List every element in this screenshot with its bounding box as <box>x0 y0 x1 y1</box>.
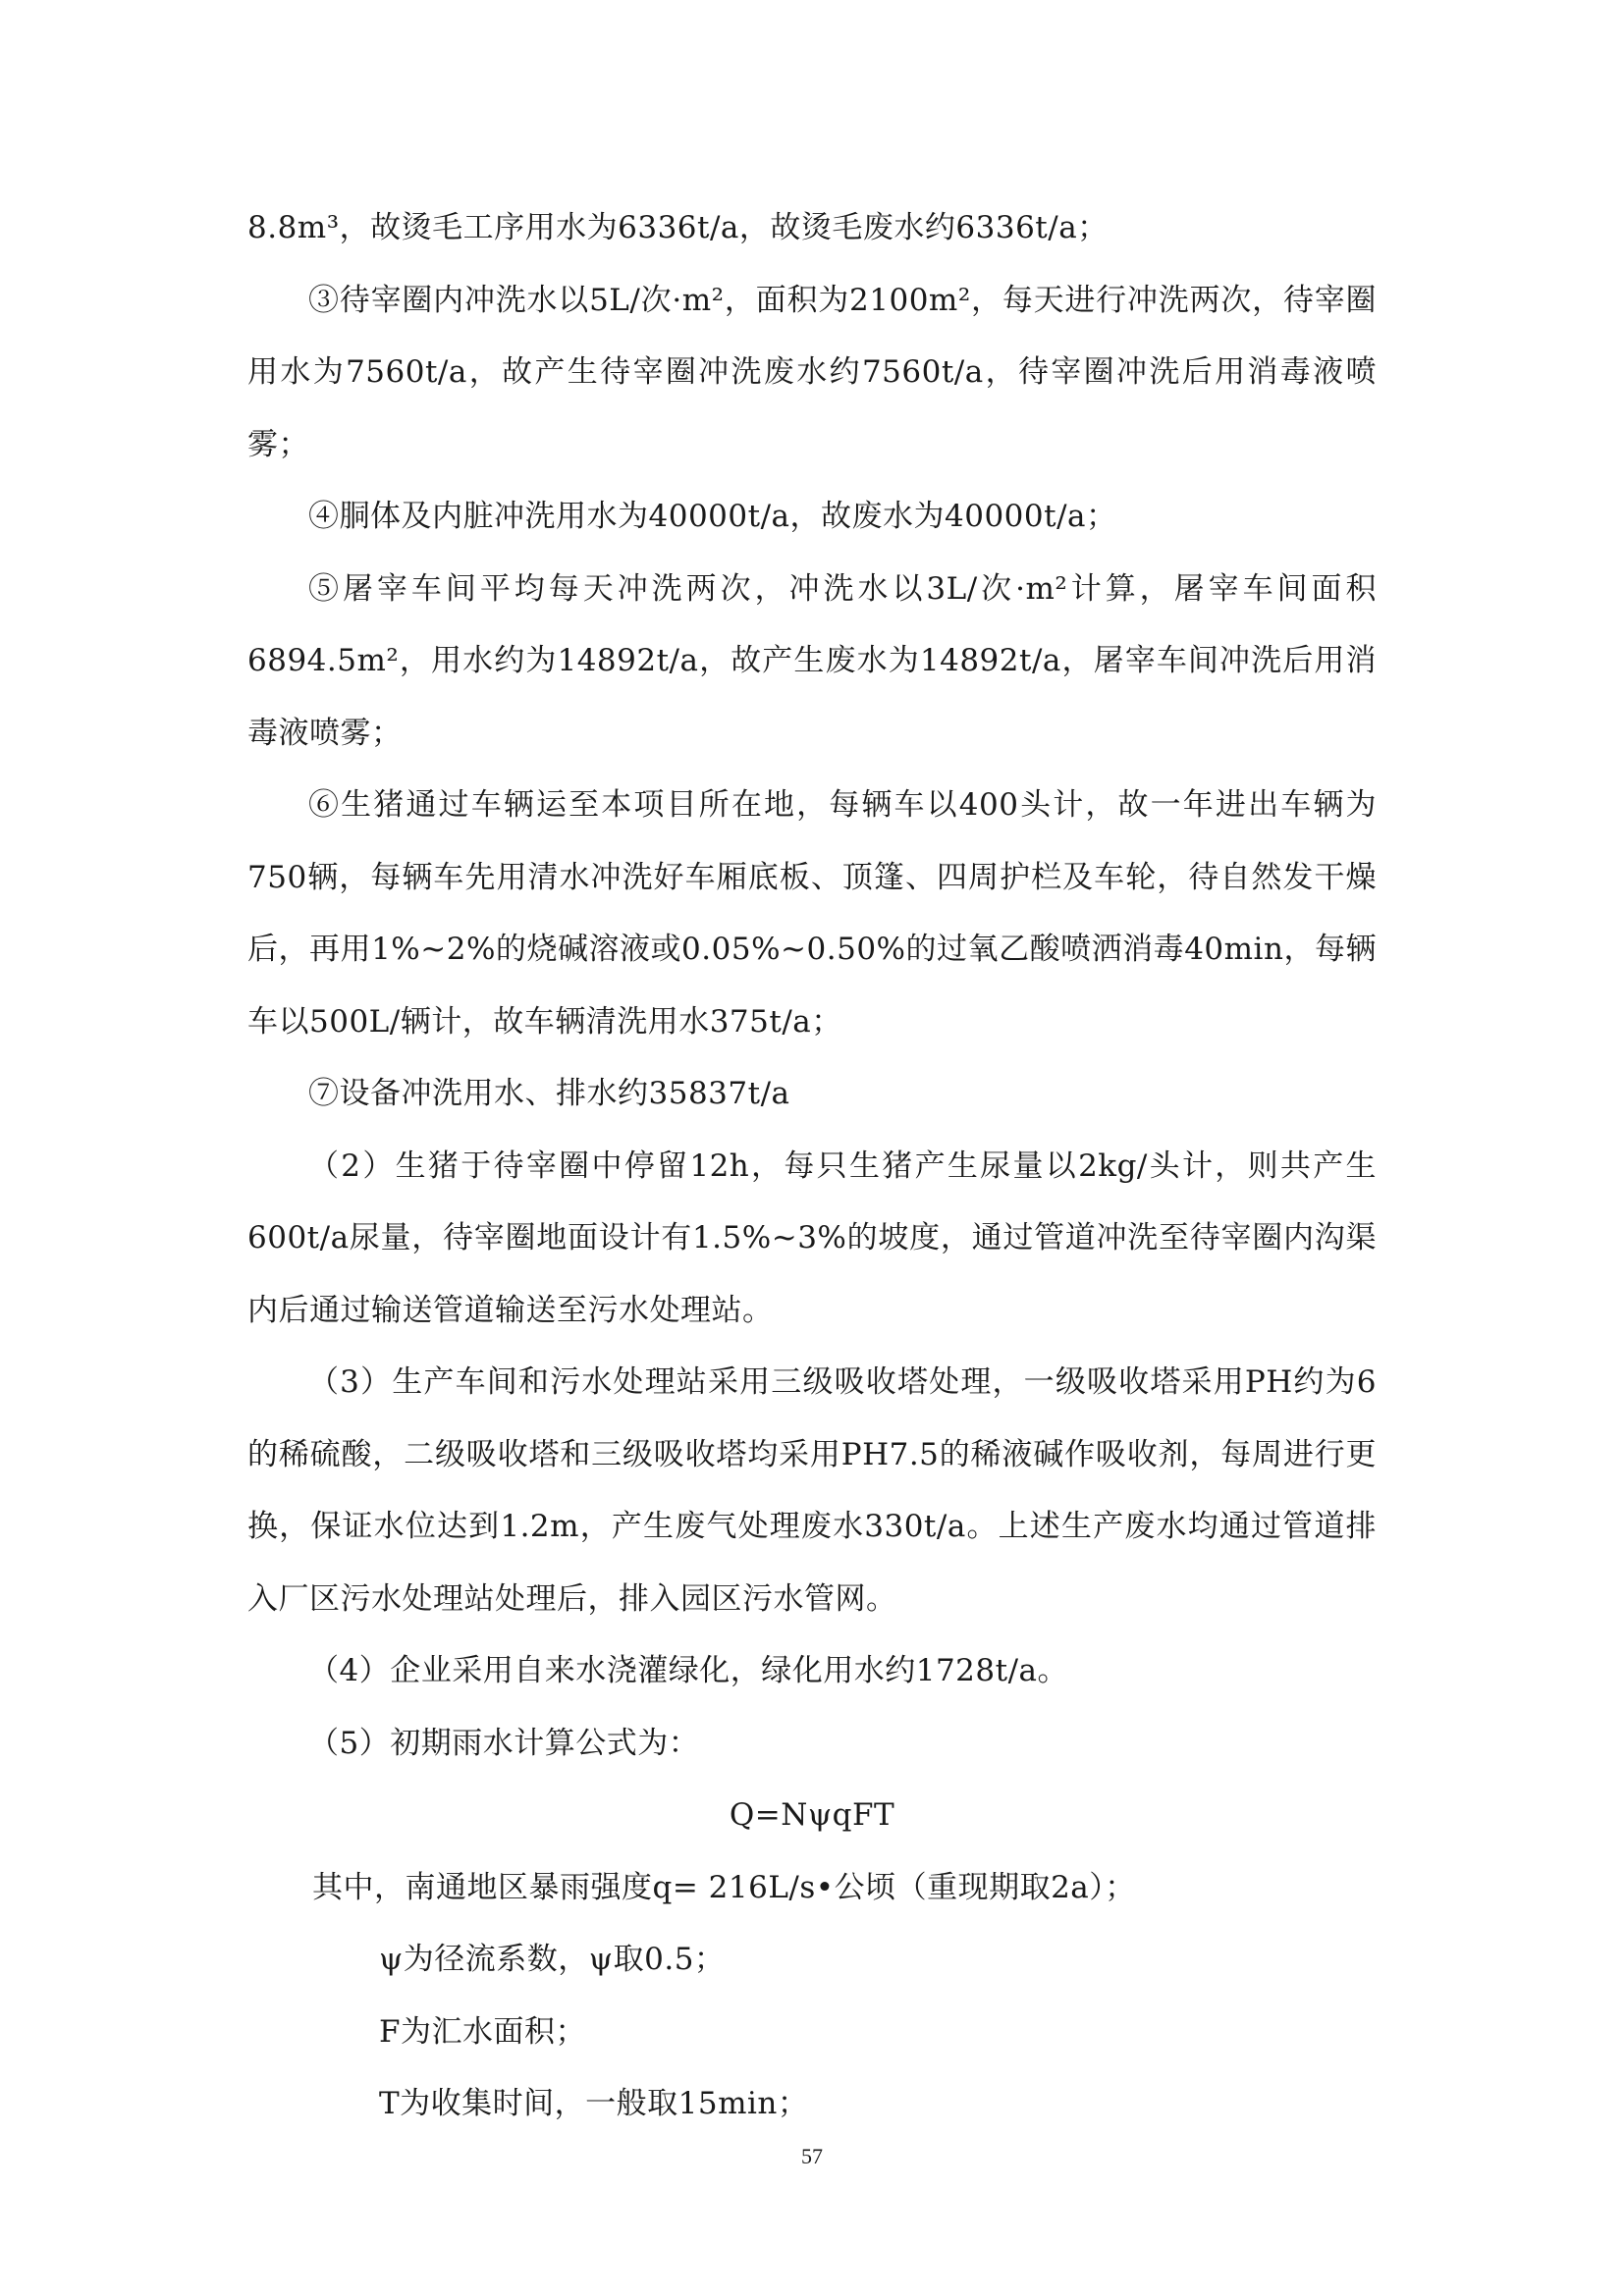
definition-f: F为汇水面积； <box>379 2013 587 2050</box>
page-number: 57 <box>801 2144 823 2168</box>
definition-t: T为收集时间，一般取15min； <box>379 2086 809 2121</box>
rainwater-formula: Q=NψqFT <box>729 1797 895 1833</box>
definition-psi: ψ为径流系数，ψ取0.5； <box>379 1942 726 1977</box>
paragraph-equipment-wash: ⑦设备冲洗用水、排水约35837t/a <box>308 1076 790 1111</box>
paragraph-absorption-tower: （3）生产车间和污水处理站采用三级吸收塔处理，一级吸收塔采用PH约为6的稀硫酸，二级吸收塔和三级吸收塔均采用PH7.5的稀液碱作吸收剂，每周进行更换，保证水位达到1.2m，产生废气处理废水330t/a。上述生产废水均通过管道排入厂区污水处理站处理后，排入园区污水管网。 <box>247 1364 1377 1617</box>
definition-q: 其中，南通地区暴雨强度q= 216L/s•公顷（重现期取2a）； <box>312 1869 1136 1905</box>
paragraph-vehicle-wash: ⑥生猪通过车辆运至本项目所在地，每辆车以400头计，故一年进出车辆为750辆，每辆车先用清水冲洗好车厢底板、顶篷、四周护栏及车轮，待自然发干燥后，再用1%~2%的烧碱溶液或0.05%~0.50%的过氧乙酸喷洒消毒40min，每辆车以500L/辆计，故车辆清洗用水375t/a； <box>247 787 1377 1040</box>
paragraph-greening: （4）企业采用自来水浇灌绿化，绿化用水约1728t/a。 <box>308 1653 1068 1688</box>
document-body <box>247 192 1377 2141</box>
paragraph-rainwater-intro: （5）初期雨水计算公式为： <box>308 1725 700 1761</box>
paragraph-slaughter-workshop-wash: ⑤屠宰车间平均每天冲洗两次，冲洗水以3L/次·m²计算，屠宰车间面积6894.5m²，用水约为14892t/a，故产生废水为14892t/a，屠宰车间冲洗后用消毒液喷雾； <box>247 570 1377 751</box>
paragraph-urine: （2）生猪于待宰圈中停留12h，每只生猪产生尿量以2kg/头计，则共产生600t/a尿量，待宰圈地面设计有1.5%~3%的坡度，通过管道冲洗至待宰圈内沟渠内后通过输送管道输送至污水处理站。 <box>247 1148 1377 1328</box>
paragraph-scalding-water: 8.8m³，故烫毛工序用水为6336t/a，故烫毛废水约6336t/a； <box>247 210 1109 245</box>
paragraph-carcass-wash: ④胴体及内脏冲洗用水为40000t/a，故废水为40000t/a； <box>308 499 1117 534</box>
paragraph-holding-pen-wash: ③待宰圈内冲洗水以5L/次·m²，面积为2100m²，每天进行冲洗两次，待宰圈用水为7560t/a，故产生待宰圈冲洗废水约7560t/a，待宰圈冲洗后用消毒液喷雾； <box>247 282 1377 462</box>
